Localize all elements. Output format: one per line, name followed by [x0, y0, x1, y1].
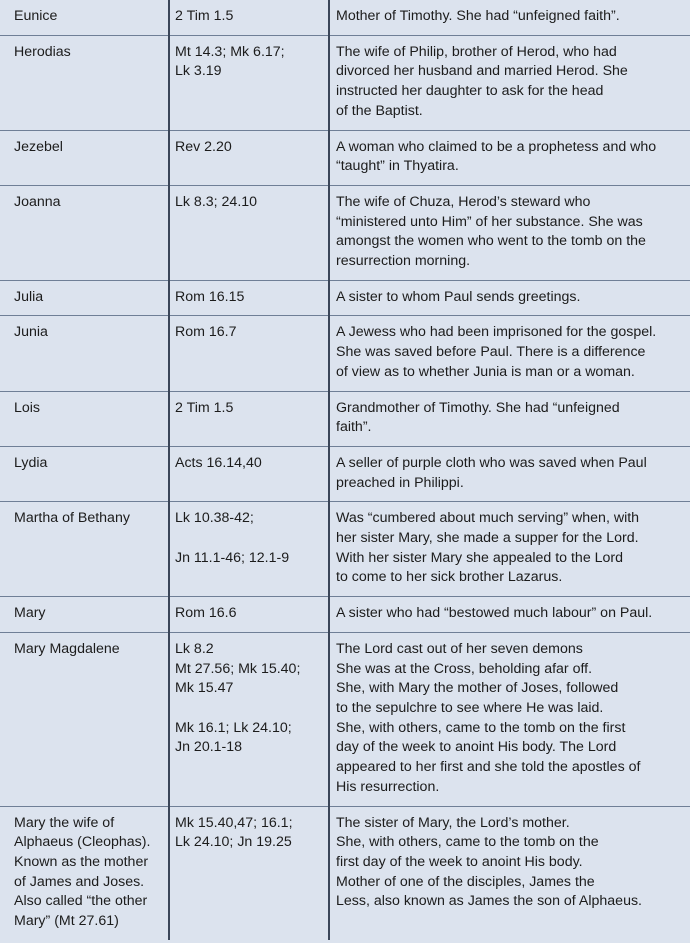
table-row [0, 446, 690, 501]
description-cell [329, 280, 690, 316]
description-line: Mother of Timothy. She had “unfeigned faith”. [336, 8, 620, 24]
reference-line: Mk 15.40,47; 16.1; [175, 814, 293, 831]
description-line: resurrection morning. [336, 253, 471, 270]
scripture-reference-cell [169, 806, 329, 940]
name-line: Jezebel [14, 138, 63, 155]
description-line: She was saved before Paul. There is a difference [336, 344, 646, 361]
description-line: “taught” in Thyatira. [336, 158, 459, 175]
name-cell [0, 806, 169, 940]
reference-line: Mk 16.1; Lk 24.10; [175, 719, 292, 736]
description-line: of the Baptist. [336, 102, 423, 119]
name-line: Lois [14, 399, 41, 416]
description-line: She, with others, came to the tomb on the first [336, 719, 626, 736]
table-row [0, 806, 690, 940]
reference-line: Acts 16.14,40 [175, 454, 262, 471]
description-line: A sister who had “bestowed much labour” on Paul. [336, 605, 653, 622]
description-line: With her sister Mary she appealed to the Lord [336, 549, 624, 566]
description-cell [329, 185, 690, 280]
reference-line: Lk 8.2 [175, 640, 214, 657]
reference-line: Lk 8.3; 24.10 [175, 193, 258, 210]
description-line: She was at the Cross, beholding afar off. [336, 660, 593, 677]
scripture-reference-cell [169, 446, 329, 501]
description-line: appeared to her first and she told the apostles of [336, 759, 641, 776]
scripture-reference-cell [169, 502, 329, 597]
scripture-reference-cell [169, 130, 329, 185]
name-cell [0, 185, 169, 280]
reference-line: Jn 11.1-46; 12.1-9 [175, 549, 290, 566]
description-line: Less, also known as James the son of Alphaeus. [336, 893, 643, 910]
reference-line: Lk 10.38-42; [175, 510, 254, 527]
reference-line: Rom 16.15 [175, 288, 245, 305]
name-line: Mary the wife of [14, 814, 115, 831]
table-row [0, 0, 690, 35]
name-line: Also called “the other [14, 893, 148, 910]
scripture-reference-cell [169, 632, 329, 806]
description-line: faith”. [336, 419, 372, 436]
table-row [0, 316, 690, 391]
scripture-reference-cell [169, 316, 329, 391]
description-line: She, with others, came to the tomb on the [336, 834, 599, 851]
reference-line: Lk 24.10; Jn 19.25 [175, 834, 292, 851]
description-line: “ministered unto Him” of her substance. She was [336, 213, 643, 230]
description-cell [329, 446, 690, 501]
name-cell [0, 632, 169, 806]
name-line: Julia [14, 288, 44, 305]
description-cell [329, 632, 690, 806]
table-row [0, 597, 690, 633]
table-row [0, 391, 690, 446]
description-cell [329, 597, 690, 633]
name-cell [0, 391, 169, 446]
name-line: Herodias [14, 43, 71, 60]
description-line: first day of the week to anoint His body. [336, 853, 583, 870]
name-line: Junia [14, 324, 48, 341]
description-line: to come to her sick brother Lazarus. [336, 569, 563, 586]
scripture-reference-cell [169, 0, 329, 35]
reference-line: Mt 14.3; Mk 6.17; [175, 43, 285, 60]
name-cell [0, 502, 169, 597]
description-line: Was “cumbered about much serving” when, with [336, 510, 640, 527]
name-line: Mary Magdalene [14, 640, 120, 657]
description-line: A seller of purple cloth who was saved when Paul [336, 454, 647, 471]
table-row [0, 280, 690, 316]
reference-line: 2 Tim 1.5 [175, 8, 234, 24]
name-line: Mary” (Mt 27.61) [14, 913, 119, 930]
description-line: Mother of one of the disciples, James the [336, 873, 595, 890]
name-line: Eunice [14, 8, 58, 24]
name-cell [0, 597, 169, 633]
description-line: day of the week to anoint His body. The Lord [336, 739, 617, 756]
table-row [0, 130, 690, 185]
description-line: The wife of Chuza, Herod’s steward who [336, 193, 591, 210]
group-gap [175, 529, 324, 549]
name-line: Known as the mother [14, 853, 149, 870]
group-gap [175, 699, 324, 719]
description-line: The wife of Philip, brother of Herod, who had [336, 43, 617, 60]
name-line: Martha of Bethany [14, 510, 130, 527]
name-cell [0, 280, 169, 316]
scripture-reference-cell [169, 280, 329, 316]
description-line: of view as to whether Junia is man or a woman. [336, 363, 635, 380]
description-line: The sister of Mary, the Lord’s mother. [336, 814, 570, 831]
description-cell [329, 806, 690, 940]
description-line: to the sepulchre to see where He was laid. [336, 699, 604, 716]
description-cell [329, 0, 690, 35]
scripture-reference-cell [169, 597, 329, 633]
reference-line: Mt 27.56; Mk 15.40; [175, 660, 301, 677]
reference-line: Jn 20.1-18 [175, 739, 243, 756]
description-line: A woman who claimed to be a prophetess and who [336, 138, 657, 155]
name-cell [0, 316, 169, 391]
description-line: Grandmother of Timothy. She had “unfeigned [336, 399, 620, 416]
table-row [0, 35, 690, 130]
description-line: A sister to whom Paul sends greetings. [336, 288, 581, 305]
table-row [0, 185, 690, 280]
name-line: Alphaeus (Cleophas). [14, 834, 151, 851]
description-line: She, with Mary the mother of Joses, followed [336, 680, 619, 697]
reference-line: Rom 16.7 [175, 324, 237, 341]
scripture-reference-cell [169, 391, 329, 446]
description-line: The Lord cast out of her seven demons [336, 640, 583, 657]
description-line: A Jewess who had been imprisoned for the gospel. [336, 324, 657, 341]
table-row [0, 632, 690, 806]
description-cell [329, 35, 690, 130]
description-line: amongst the women who went to the tomb on the [336, 233, 646, 250]
description-line: instructed her daughter to ask for the head [336, 83, 604, 100]
table-row [0, 502, 690, 597]
reference-line: 2 Tim 1.5 [175, 399, 234, 416]
reference-line: Lk 3.19 [175, 63, 222, 80]
description-line: His resurrection. [336, 778, 440, 795]
name-cell [0, 35, 169, 130]
name-line: of James and Joses. [14, 873, 145, 890]
reference-line: Rom 16.6 [175, 605, 237, 622]
reference-line: Mk 15.47 [175, 680, 234, 697]
description-cell [329, 502, 690, 597]
scripture-reference-cell [169, 35, 329, 130]
name-cell [0, 130, 169, 185]
name-line: Joanna [14, 193, 61, 210]
description-line: preached in Philippi. [336, 474, 464, 491]
name-cell [0, 0, 169, 35]
name-line: Mary [14, 605, 46, 622]
description-cell [329, 316, 690, 391]
description-cell [329, 130, 690, 185]
description-line: her sister Mary, she made a supper for the Lord. [336, 530, 639, 547]
name-line: Lydia [14, 454, 48, 471]
reference-line: Rev 2.20 [175, 138, 232, 155]
scripture-reference-cell [169, 185, 329, 280]
description-cell [329, 391, 690, 446]
name-cell [0, 446, 169, 501]
description-line: divorced her husband and married Herod. She [336, 63, 628, 80]
